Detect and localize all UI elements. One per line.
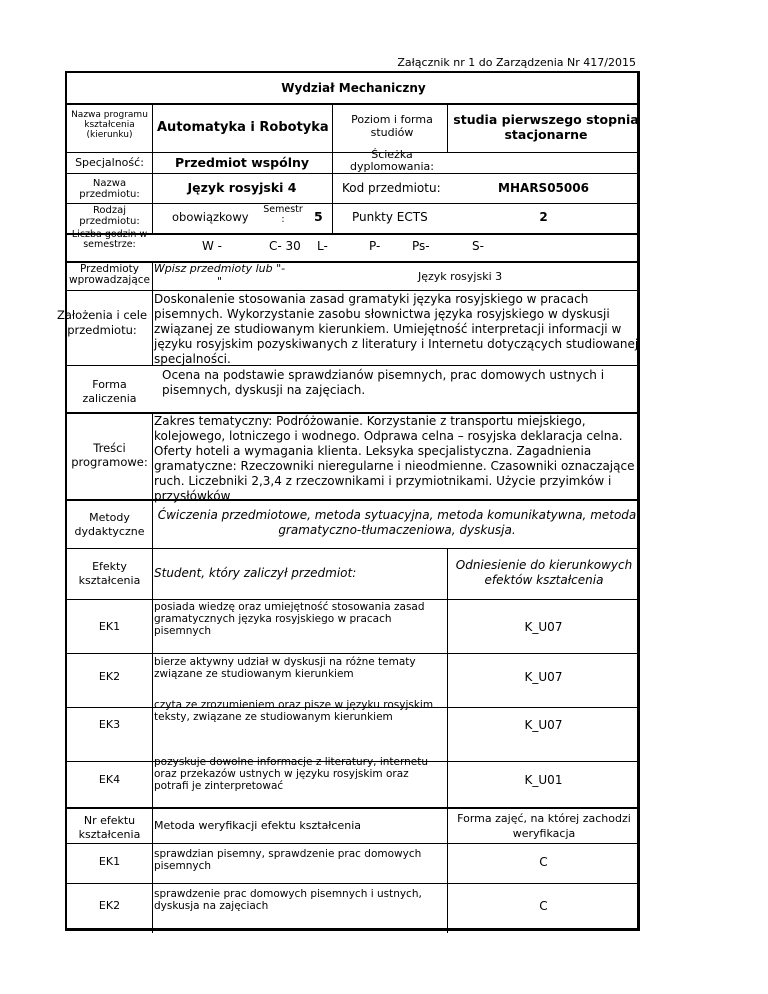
subject-type: obowiązkowy — [172, 210, 249, 224]
effect-id: EK3 — [98, 718, 121, 731]
type-label: Rodzaj przedmiotu: — [79, 205, 140, 227]
faculty-title: Wydział Mechaniczny — [281, 81, 426, 95]
effect-ref: K_U07 — [524, 620, 563, 634]
hours-c: C- 30 — [269, 239, 301, 253]
verification-method-header: Metoda weryfikacji efektu kształcenia — [154, 819, 362, 832]
content-label: Treści programowe: — [71, 441, 148, 469]
semester-label: Semestr : — [263, 204, 303, 225]
study-level: studia pierwszego stopnia stacjonarne — [453, 112, 639, 142]
hours-p: P- — [369, 239, 381, 253]
effects-student: Student, który zaliczył przedmiot: — [154, 566, 357, 580]
effect-id: EK4 — [98, 773, 121, 786]
verification-form-header: Forma zajęć, na której zachodzi weryfikacja — [457, 812, 631, 840]
verification-method: sprawdzenie prac domowych pisemnych i ustnych, dyskusja na zajęciach — [154, 888, 422, 912]
subject-name: Język rosyjski 4 — [187, 180, 297, 195]
hours-s: S- — [472, 239, 484, 253]
effect-ref: K_U07 — [524, 718, 563, 732]
program-name: Automatyka i Robotyka — [157, 120, 329, 135]
ects-label: Punkty ECTS — [352, 210, 428, 224]
hours-label: Liczba godzin w semestrze: — [71, 229, 148, 250]
methods-text: Ćwiczenia przedmiotowe, metoda sytuacyjna, metoda komunikatywna, metoda gramatyczno-tłumaczeniowa, dyskusja. — [157, 508, 637, 537]
effects-ref-header: Odniesienie do kierunkowych efektów kształcenia — [455, 558, 633, 587]
annex-note: Załącznik nr 1 do Zarządzenia Nr 417/2015 — [397, 56, 636, 69]
content-text: Zakres tematyczny: Podróżowanie. Korzystanie z transportu miejskiego, kolejowego, lotniczego i wodnego. Odprawa celna – rosyjska deklaracja celna. Oferty hoteli a wymagania klienta. Leksyka specjalistyczna. Zagadnienia gramatyczne: Rzeczowniki nieregularne i nieodmienne. Czasowniki oznaczające ruch. Liczebniki 2,3,4 z rzeczownikami i przymiotnikami. Użycie przyimków i przysłówków — [154, 414, 635, 503]
effect-text: czyta ze zrozumieniem oraz pisze w języku rosyjskim teksty, związane ze studiowanym kierunkiem — [154, 699, 434, 723]
ects-value: 2 — [539, 210, 548, 224]
effect-ref: K_U01 — [524, 773, 563, 787]
subject-label: Nazwa przedmiotu: — [79, 178, 140, 200]
verification-form: C — [539, 899, 548, 913]
goals-text: Doskonalenie stosowania zasad gramatyki języka rosyjskiego w pracach pisemnych. Wykorzystanie zasobu słownictwa języka rosyjskiego w dyskusji związanej ze studiowanym kierunkiem. Umiejętność interpretacji informacji w języku rosyjskim pozyskiwanych z literatury i Internetu dotyczących studiowanej specjalności. — [154, 292, 639, 366]
effect-text: pozyskuje dowolne informacje z literatury, internetu oraz przekazów ustnych w języku rosyjskim oraz potrafi je zinterpretować — [154, 756, 429, 792]
hours-l: L- — [317, 239, 328, 253]
specialty-value: Przedmiot wspólny — [174, 155, 310, 170]
level-label: Poziom i forma studiów — [351, 113, 433, 139]
prereq-value: Język rosyjski 3 — [418, 270, 503, 283]
hours-ps: Ps- — [412, 239, 430, 253]
assessment-label: Forma zaliczenia — [82, 378, 137, 405]
methods-label: Metody dydaktyczne — [74, 511, 145, 538]
program-label: Nazwa programu kształcenia (kierunku) — [71, 110, 148, 140]
effect-ref: K_U07 — [524, 670, 563, 684]
syllabus-table — [56, 71, 640, 931]
code-label: Kod przedmiotu: — [342, 181, 441, 195]
assessment-text: Ocena na podstawie sprawdzianów pisemnych, prac domowych ustnych i pisemnych, dyskusji na zajęciach. — [162, 368, 605, 397]
verification-form: C — [539, 855, 548, 869]
verification-method: sprawdzian pisemny, sprawdzenie prac domowych pisemnych — [154, 848, 422, 872]
semester-value: 5 — [314, 209, 323, 224]
verification-id: EK2 — [98, 899, 121, 912]
prereq-label: Przedmioty wprowadzające — [69, 263, 150, 286]
verification-id: EK1 — [98, 855, 121, 868]
hours-w: W - — [202, 239, 223, 253]
effect-text: posiada wiedzę oraz umiejętność stosowania zasad gramatycznych języka rosyjskiego w pracach pisemnych — [154, 601, 425, 637]
subject-code: MHARS05006 — [498, 181, 589, 195]
verification-id-header: Nr efektu kształcenia — [78, 814, 141, 841]
specialty-label: Specjalność: — [75, 156, 144, 169]
effects-label: Efekty kształcenia — [78, 560, 141, 587]
effect-text: bierze aktywny udział w dyskusji na różne tematy związane ze studiowanym kierunkiem — [154, 656, 416, 680]
prereq-hint: Wpisz przedmioty lub "-" — [153, 262, 286, 288]
effect-id: EK1 — [98, 620, 121, 633]
goals-label: Założenia i cele przedmiotu: — [56, 308, 148, 337]
effect-id: EK2 — [98, 670, 121, 683]
path-label: Ścieżka dyplomowania: — [350, 148, 434, 173]
